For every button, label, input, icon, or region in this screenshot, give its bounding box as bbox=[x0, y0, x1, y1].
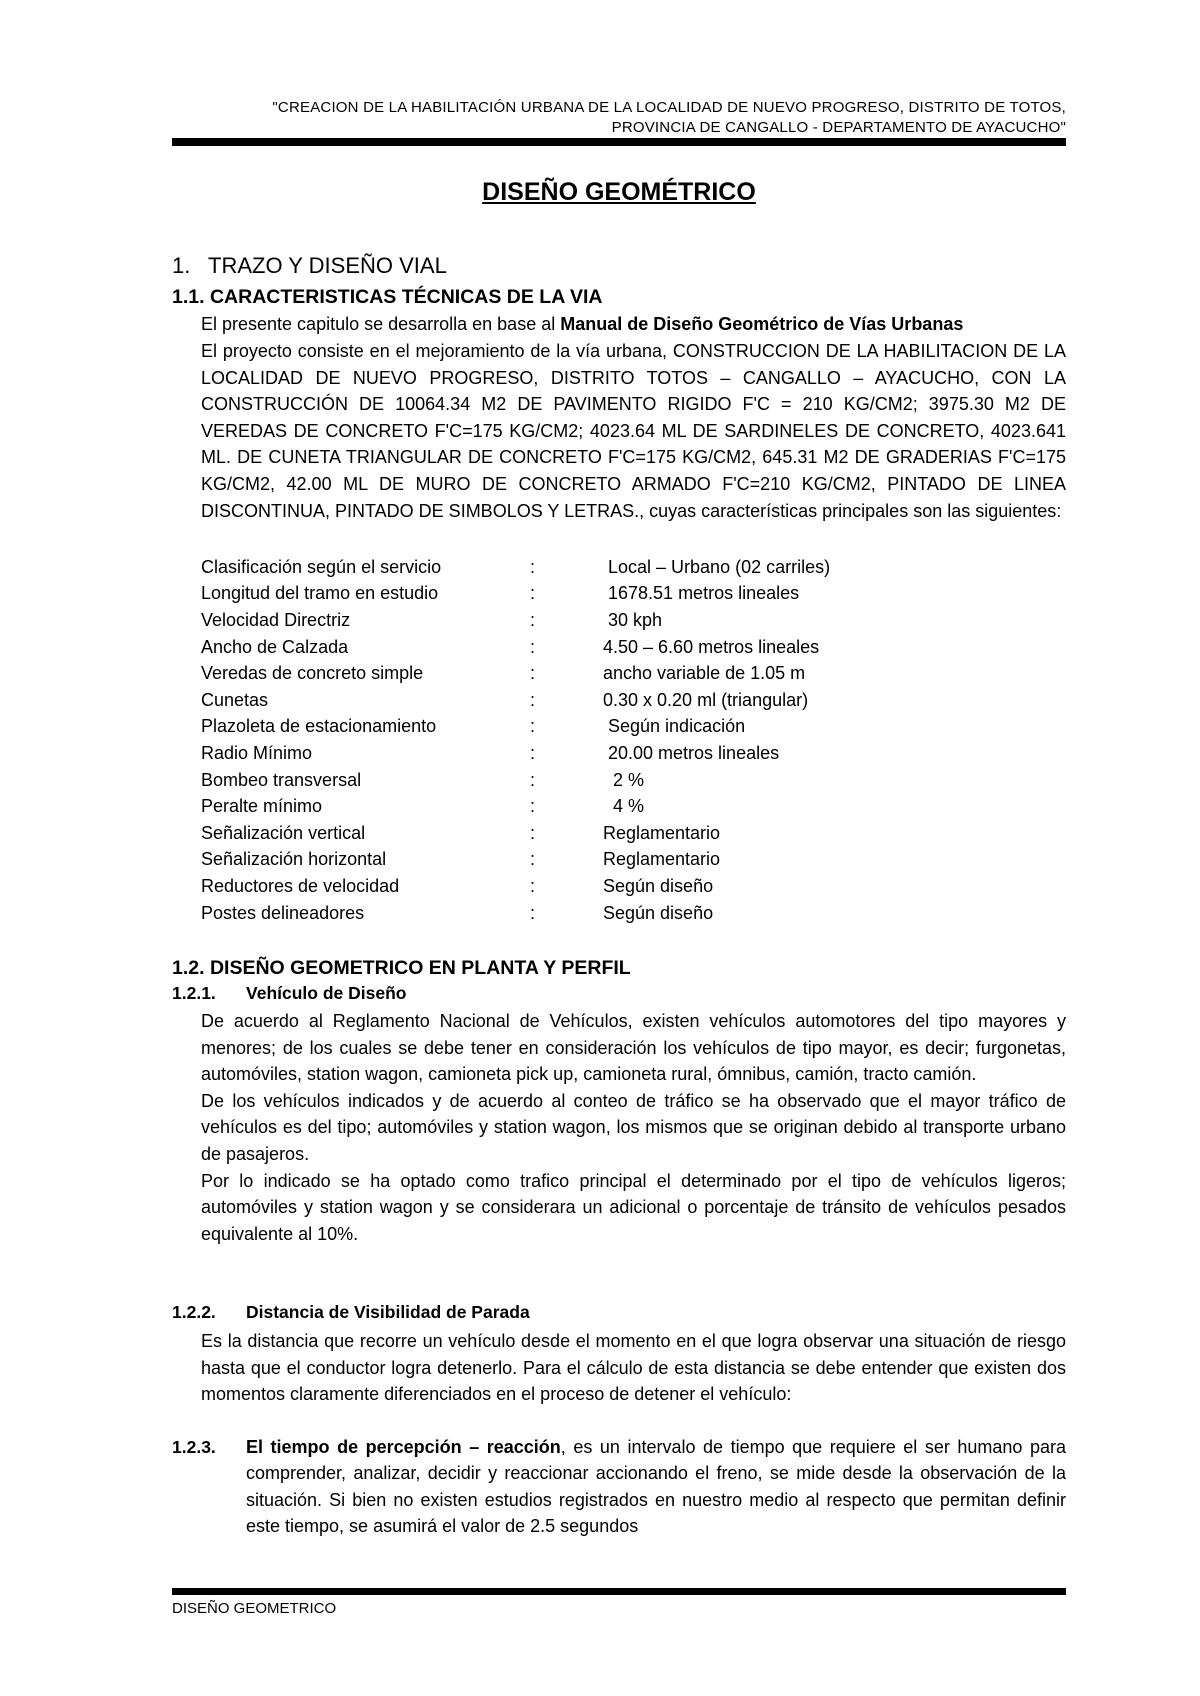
spec-row bbox=[201, 581, 830, 608]
section-1-2-3-title: El tiempo de percepción – reacción bbox=[246, 1437, 561, 1457]
spec-value: Según indicación bbox=[603, 716, 746, 737]
spec-row bbox=[201, 740, 830, 767]
spec-label: Veredas de concreto simple bbox=[201, 663, 424, 684]
vehicle-paragraph-3: Por lo indicado se ha optado como trafico principal el determinado por el tipo de vehículos ligeros; automóviles y station wagon y se considerara un adicional o porcentaje de tránsito de vehículos pesados equivalente al 10%. bbox=[201, 1170, 1066, 1244]
section-1-2-3-text: , es un intervalo de tiempo que requiere el ser humano para comprender, analizar, decidir y reaccionar accionando el freno, se mide desde la observación de la situación. Si bien no existen estudios registrados en nuestro medio al respecto que permitan definir este tiempo, se asumirá el valor de 2.5 segundos bbox=[246, 1437, 1066, 1537]
section-1-heading bbox=[172, 253, 447, 279]
vehicle-design-text bbox=[201, 1008, 1066, 1247]
spec-label: Ancho de Calzada bbox=[201, 636, 349, 657]
section-1-2-2-heading bbox=[172, 1302, 530, 1323]
spec-row bbox=[201, 873, 830, 900]
vehicle-paragraph-2: De los vehículos indicados y de acuerdo al conteo de tráfico se ha observado que el mayor tráfico de vehículos es del tipo; automóviles y station wagon, los mismos que se originan debido al transporte urbano de pasajeros. bbox=[201, 1090, 1066, 1164]
spec-row bbox=[201, 793, 830, 820]
spec-value: Según diseño bbox=[603, 902, 714, 923]
section-1-2-1-title: Vehículo de Diseño bbox=[246, 983, 407, 1003]
spec-separator: : bbox=[530, 796, 536, 817]
section-1-1-heading: 1.1. CARACTERISTICAS TÉCNICAS DE LA VIA bbox=[172, 286, 603, 308]
spec-value: 30 kph bbox=[603, 609, 663, 630]
section-1-2-1-heading bbox=[172, 983, 406, 1004]
spec-value: ancho variable de 1.05 m bbox=[603, 663, 806, 684]
spec-label: Postes delineadores bbox=[201, 902, 365, 923]
spec-row bbox=[201, 847, 830, 874]
spec-separator: : bbox=[530, 769, 536, 790]
spec-separator: : bbox=[530, 849, 536, 870]
spec-value: Según diseño bbox=[603, 875, 714, 896]
stopping-distance-paragraph: Es la distancia que recorre un vehículo desde el momento en el que logra observar una situación de riesgo hasta que el conductor logra detenerlo. Para el cálculo de esta distancia se debe entender que existen dos momentos claramente diferenciados en el proceso de detener el vehículo: bbox=[201, 1331, 1066, 1405]
spec-value: 20.00 metros lineales bbox=[603, 742, 780, 763]
spec-row bbox=[201, 900, 830, 927]
document-title: DISEÑO GEOMÉTRICO bbox=[482, 178, 756, 206]
spec-label: Cunetas bbox=[201, 689, 269, 710]
section-1-2-3-item bbox=[172, 1434, 1066, 1540]
section-1-number: 1. bbox=[172, 253, 191, 278]
spec-label: Longitud del tramo en estudio bbox=[201, 583, 439, 604]
page-footer: DISEÑO GEOMETRICO bbox=[172, 1600, 337, 1617]
spec-value: 1678.51 metros lineales bbox=[603, 583, 800, 604]
spec-label: Radio Mínimo bbox=[201, 742, 313, 763]
spec-label: Reductores de velocidad bbox=[201, 875, 400, 896]
section-1-2-3-body bbox=[246, 1434, 1066, 1540]
spec-separator: : bbox=[530, 583, 536, 604]
spec-separator: : bbox=[530, 716, 536, 737]
spec-row bbox=[201, 820, 830, 847]
section-1-1-intro bbox=[201, 311, 1066, 338]
spec-separator: : bbox=[530, 902, 536, 923]
section-1-2-3-number: 1.2.3. bbox=[172, 1437, 216, 1457]
section-1-title: TRAZO Y DISEÑO VIAL bbox=[208, 253, 447, 278]
section-1-2-2-title: Distancia de Visibilidad de Parada bbox=[246, 1302, 530, 1322]
spec-row bbox=[201, 634, 830, 661]
spec-label: Clasificación según el servicio bbox=[201, 556, 442, 577]
spec-label: Peralte mínimo bbox=[201, 796, 323, 817]
spec-value: 0.30 x 0.20 ml (triangular) bbox=[603, 689, 809, 710]
spec-separator: : bbox=[530, 663, 536, 684]
project-description-paragraph: El proyecto consiste en el mejoramiento de la vía urbana, CONSTRUCCION DE LA HABILITACION DE LA LOCALIDAD DE NUEVO PROGRESO, DISTRITO TOTOS – CANGALLO – AYACUCHO, CON LA CONSTRUCCIÓN DE 10064.34 M2 DE PAVIMENTO RIGIDO F'C = 210 KG/CM2; 3975.30 M2 DE VEREDAS DE CONCRETO F'C=175 KG/CM2; 4023.64 ML DE SARDINELES DE CONCRETO, 4023.641 ML. DE CUNETA TRIANGULAR DE CONCRETO F'C=175 KG/CM2, 645.31 M2 DE GRADERIAS F'C=175 KG/CM2, 42.00 ML DE MURO DE CONCRETO ARMADO F'C=210 KG/CM2, PINTADO DE LINEA DISCONTINUA, PINTADO DE SIMBOLOS Y LETRAS., cuyas características principales son las siguientes: bbox=[201, 341, 1066, 521]
spec-row bbox=[201, 607, 830, 634]
spec-value: Reglamentario bbox=[603, 822, 721, 843]
page-header bbox=[166, 98, 1066, 138]
section-1-2-1-number: 1.2.1. bbox=[172, 983, 216, 1003]
spec-label: Señalización horizontal bbox=[201, 849, 387, 870]
spec-value: Reglamentario bbox=[603, 849, 721, 870]
spec-row bbox=[201, 687, 830, 714]
spec-value: 2 % bbox=[603, 769, 645, 790]
section-1-2-heading: 1.2. DISEÑO GEOMETRICO EN PLANTA Y PERFIL bbox=[172, 957, 631, 979]
spec-label: Bombeo transversal bbox=[201, 769, 362, 790]
spec-label: Velocidad Directriz bbox=[201, 609, 351, 630]
header-line-1: "CREACION DE LA HABILITACIÓN URBANA DE LA LOCALIDAD DE NUEVO PROGRESO, DISTRITO DE TOTOS, bbox=[272, 99, 1066, 116]
footer-rule bbox=[172, 1588, 1066, 1595]
spec-row bbox=[201, 554, 830, 581]
spec-separator: : bbox=[530, 742, 536, 763]
spec-value: 4 % bbox=[603, 796, 645, 817]
spec-separator: : bbox=[530, 875, 536, 896]
spec-row bbox=[201, 767, 830, 794]
header-line-2: PROVINCIA DE CANGALLO - DEPARTAMENTO DE AYACUCHO" bbox=[611, 119, 1066, 136]
header-rule bbox=[172, 138, 1066, 146]
technical-specs-table bbox=[201, 554, 830, 926]
spec-separator: : bbox=[530, 556, 536, 577]
spec-separator: : bbox=[530, 822, 536, 843]
intro-manual-reference: Manual de Diseño Geométrico de Vías Urbanas bbox=[560, 314, 964, 334]
spec-separator: : bbox=[530, 689, 536, 710]
spec-label: Plazoleta de estacionamiento bbox=[201, 716, 437, 737]
spec-separator: : bbox=[530, 636, 536, 657]
spec-value: Local – Urbano (02 carriles) bbox=[603, 556, 831, 577]
spec-label: Señalización vertical bbox=[201, 822, 366, 843]
section-1-2-2-number: 1.2.2. bbox=[172, 1302, 216, 1322]
spec-separator: : bbox=[530, 609, 536, 630]
spec-row bbox=[201, 660, 830, 687]
intro-text: El presente capitulo se desarrolla en base al bbox=[201, 314, 561, 334]
vehicle-paragraph-1: De acuerdo al Reglamento Nacional de Vehículos, existen vehículos automotores del tipo mayores y menores; de los cuales se debe tener en consideración los vehículos de tipo mayor, es decir; furgonetas, automóviles, station wagon, camioneta pick up, camioneta rural, ómnibus, camión, tracto camión. bbox=[201, 1011, 1066, 1085]
spec-value: 4.50 – 6.60 metros lineales bbox=[603, 636, 820, 657]
spec-row bbox=[201, 714, 830, 741]
